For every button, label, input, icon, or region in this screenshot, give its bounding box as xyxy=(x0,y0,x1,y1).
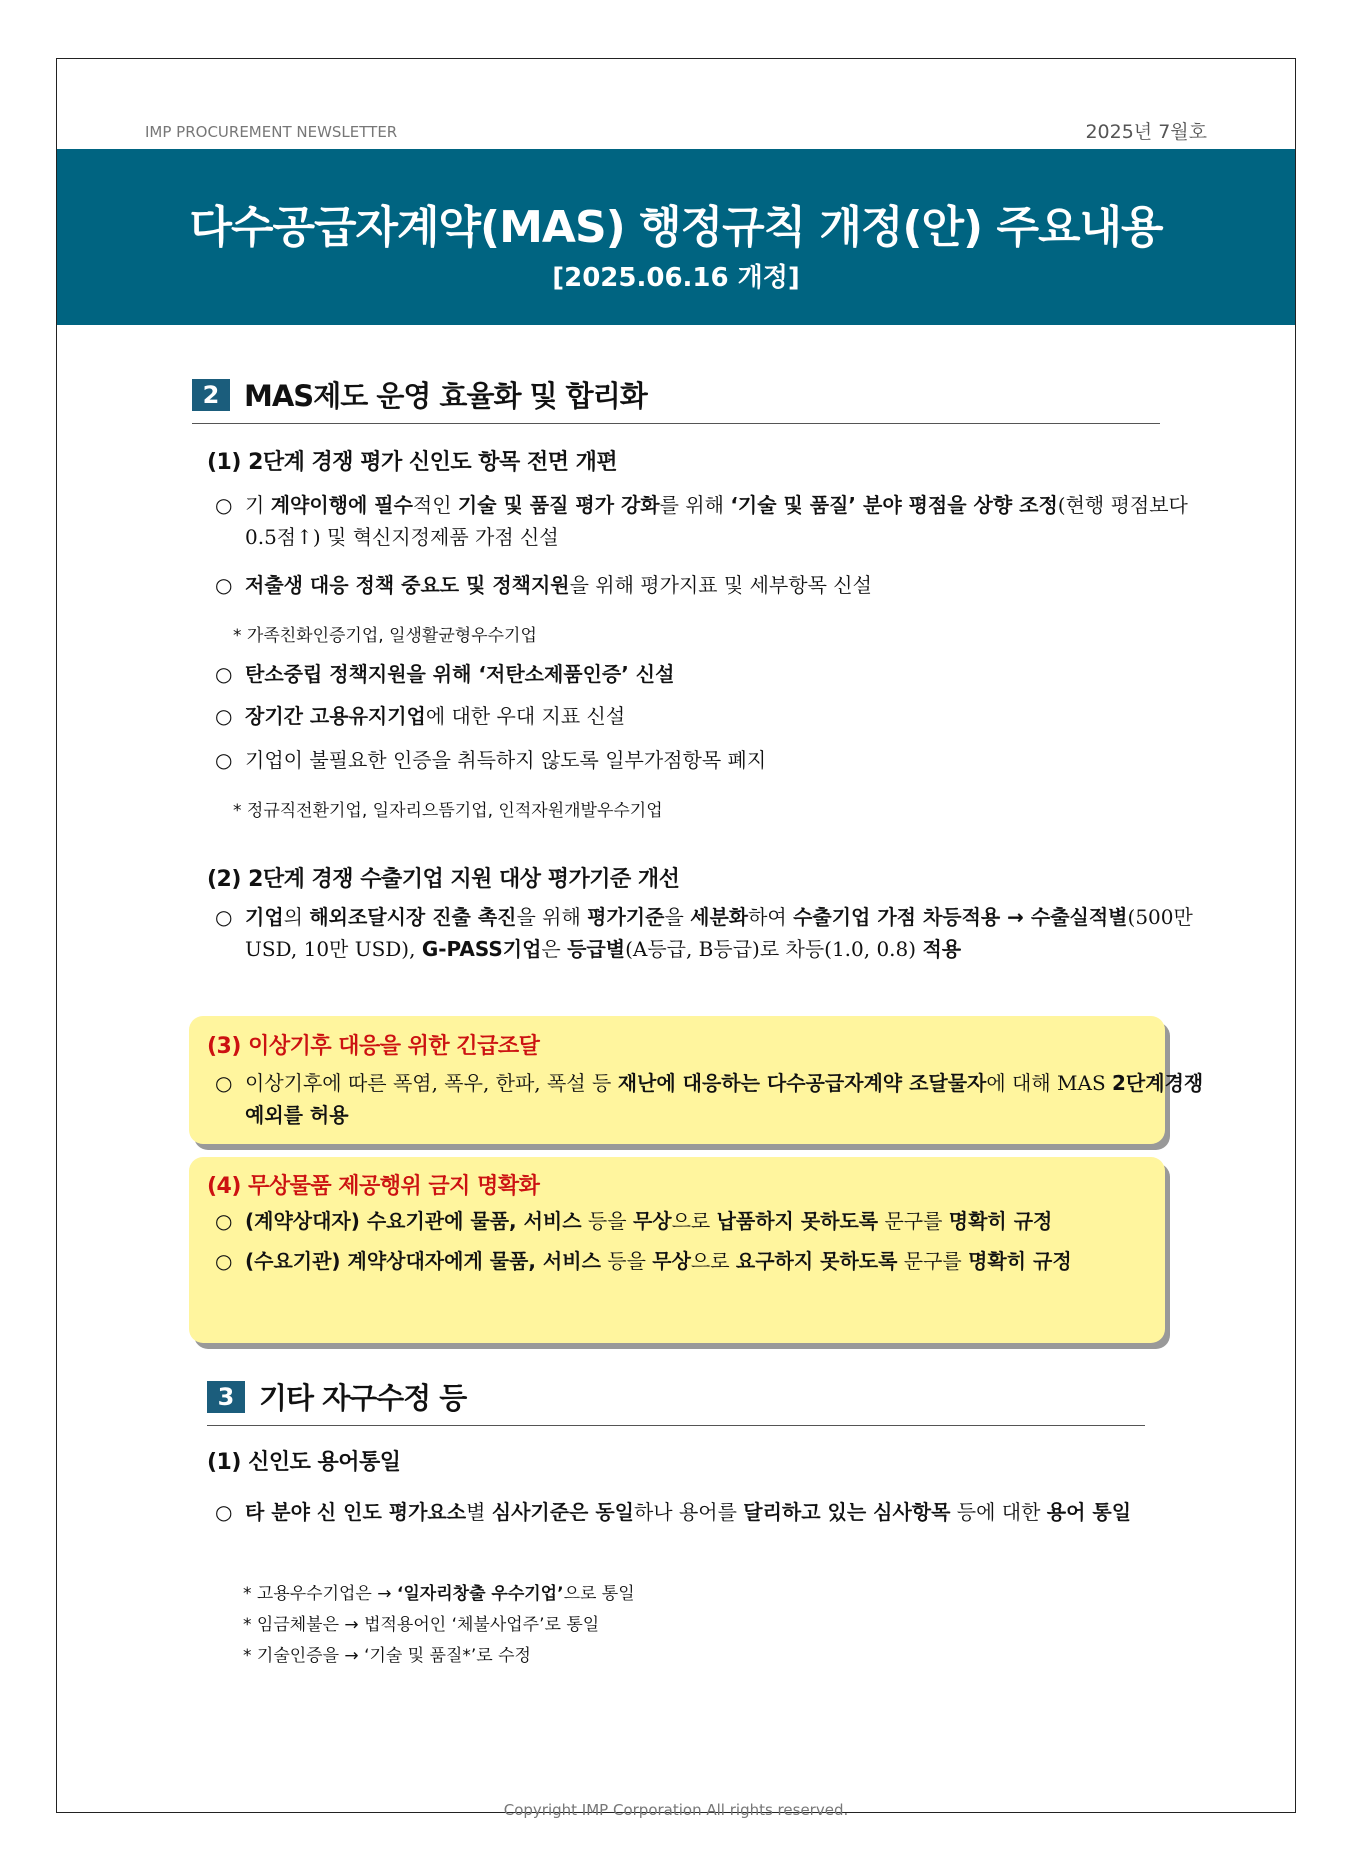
subsection-title: (1) 신인도 용어통일 xyxy=(207,1450,401,1475)
subsection-title: (4) 무상물품 제공행위 금지 명확화 xyxy=(207,1174,540,1199)
hollow-circle-bullet-icon: ○ xyxy=(215,493,233,517)
section-number-badge: 2 xyxy=(192,379,230,411)
section-3-heading xyxy=(207,1376,466,1417)
section-2-heading xyxy=(192,374,647,415)
bullet-item: ○ 기 계약이행에 필수적인 기술 및 품질 평가 강화를 위해 ‘기술 및 품질’ 분야 평점을 상향 조정(현행 평점보다 0.5점↑) 및 혁신지정제품 가점 신설 xyxy=(215,489,1215,553)
hollow-circle-bullet-icon: ○ xyxy=(215,748,233,772)
newsletter-page xyxy=(56,58,1296,1819)
hollow-circle-bullet-icon: ○ xyxy=(215,662,233,686)
bullet-item: ○ 이상기후에 따른 폭염, 폭우, 한파, 폭설 등 재난에 대응하는 다수공급자계약 조달물자에 대해 MAS 2단계경쟁 예외를 허용 xyxy=(215,1067,1215,1131)
footnote: * 가족친화인증기업, 일생활균형우수기업 xyxy=(233,626,537,646)
hollow-circle-bullet-icon: ○ xyxy=(215,1249,233,1273)
section-divider xyxy=(207,1425,1145,1426)
hollow-circle-bullet-icon: ○ xyxy=(215,704,233,728)
subsection-title: (3) 이상기후 대응을 위한 긴급조달 xyxy=(207,1034,540,1059)
footnote: * 임금체불은 → 법적용어인 ‘체불사업주’로 통일 xyxy=(243,1615,600,1635)
hollow-circle-bullet-icon: ○ xyxy=(215,573,233,597)
bullet-item: ○ (계약상대자) 수요기관에 물품, 서비스 등을 무상으로 납품하지 못하도록 문구를 명확히 규정 xyxy=(215,1205,1215,1237)
bullet-item: ○ 탄소중립 정책지원을 위해 ‘저탄소제품인증’ 신설 xyxy=(215,658,1215,690)
hollow-circle-bullet-icon: ○ xyxy=(215,1071,233,1095)
section-number-badge: 3 xyxy=(207,1381,245,1413)
title-banner xyxy=(57,149,1295,325)
hollow-circle-bullet-icon: ○ xyxy=(215,1500,233,1524)
newsletter-name: IMP PROCUREMENT NEWSLETTER xyxy=(145,123,398,141)
section-title: MAS제도 운영 효율화 및 합리화 xyxy=(244,379,647,413)
issue-date: 2025년 7월호 xyxy=(1085,121,1207,143)
page-title: 다수공급자계약(MAS) 행정규칙 개정(안) 주요내용 xyxy=(189,202,1163,253)
section-divider xyxy=(192,423,1160,424)
section-title: 기타 자구수정 등 xyxy=(259,1381,467,1415)
bullet-item: ○ 장기간 고용유지기업에 대한 우대 지표 신설 xyxy=(215,700,1215,732)
subsection-title: (1) 2단계 경쟁 평가 신인도 항목 전면 개편 xyxy=(207,450,618,475)
hollow-circle-bullet-icon: ○ xyxy=(215,1209,233,1233)
bullet-item: ○ 저출생 대응 정책 중요도 및 정책지원을 위해 평가지표 및 세부항목 신설 xyxy=(215,569,1215,601)
copyright-notice: Copyright IMP Corporation All rights reserved. xyxy=(503,1801,849,1819)
bullet-item: ○ 기업의 해외조달시장 진출 촉진을 위해 평가기준을 세분화하여 수출기업 가점 차등적용 → 수출실적별(500만 USD, 10만 USD), G-PASS기업은 등급별(A등급, B등급)로 차등(1.0, 0.8) 적용 xyxy=(215,901,1215,965)
hollow-circle-bullet-icon: ○ xyxy=(215,905,233,929)
bullet-item: ○ 타 분야 신 인도 평가요소별 심사기준은 동일하나 용어를 달리하고 있는 심사항목 등에 대한 용어 통일 xyxy=(215,1496,1215,1528)
bullet-item: ○ 기업이 불필요한 인증을 취득하지 않도록 일부가점항목 폐지 xyxy=(215,744,1215,776)
bullet-item: ○ (수요기관) 계약상대자에게 물품, 서비스 등을 무상으로 요구하지 못하도록 문구를 명확히 규정 xyxy=(215,1245,1215,1277)
subsection-title: (2) 2단계 경쟁 수출기업 지원 대상 평가기준 개선 xyxy=(207,867,680,892)
footnote: * 기술인증을 → ‘기술 및 품질*’로 수정 xyxy=(243,1646,531,1666)
footnote: * 정규직전환기업, 일자리으뜸기업, 인적자원개발우수기업 xyxy=(233,801,663,821)
page-subtitle: [2025.06.16 개정] xyxy=(552,263,800,293)
footnote: * 고용우수기업은 → ‘일자리창출 우수기업’으로 통일 xyxy=(243,1584,635,1604)
